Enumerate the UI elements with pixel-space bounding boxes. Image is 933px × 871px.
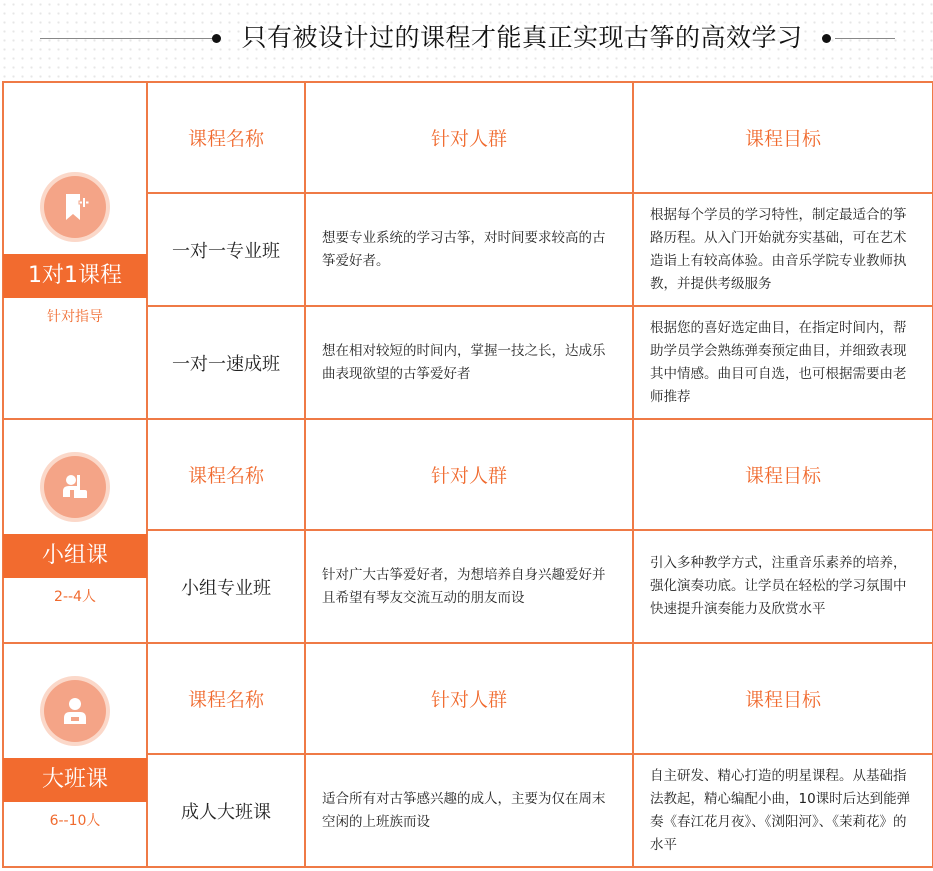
section-header-row <box>3 82 933 193</box>
column-header-goal: 课程目标 <box>633 643 933 754</box>
category-label: 1对1课程 <box>3 254 147 298</box>
category-cell-large-class <box>3 643 147 867</box>
section-header-row <box>3 643 933 754</box>
course-audience: 想要专业系统的学习古筝，对时间要求较高的古筝爱好者。 <box>305 193 633 306</box>
category-label: 小组课 <box>3 534 147 578</box>
course-audience: 想在相对较短的时间内，掌握一技之长，达成乐曲表现欲望的古筝爱好者 <box>305 306 633 419</box>
column-header-name: 课程名称 <box>147 419 305 530</box>
column-header-goal: 课程目标 <box>633 419 933 530</box>
column-header-name: 课程名称 <box>147 82 305 193</box>
column-header-audience: 针对人群 <box>305 82 633 193</box>
category-label: 大班课 <box>3 758 147 802</box>
course-goal: 根据每个学员的学习特性，制定最适合的筝路历程。从入门开始就夯实基础，可在艺术造诣上有较高体验。由音乐学院专业教师执教，并提供考级服务 <box>633 193 933 306</box>
category-subtitle: 6--10人 <box>49 813 101 829</box>
course-name: 一对一速成班 <box>147 306 305 419</box>
bookmark-plus-icon <box>44 176 106 238</box>
header-divider-left <box>40 38 215 39</box>
course-table <box>2 81 933 868</box>
header-banner <box>0 0 933 80</box>
course-audience: 针对广大古筝爱好者，为想培养自身兴趣爱好并且希望有琴友交流互动的朋友而设 <box>305 530 633 643</box>
category-cell-1on1 <box>3 82 147 419</box>
course-goal: 引入多种教学方式，注重音乐素养的培养，强化演奏功底。让学员在轻松的学习氛围中快速提升演奏能力及欣赏水平 <box>633 530 933 643</box>
group-icon <box>44 456 106 518</box>
header-divider-right <box>835 38 895 39</box>
column-header-name: 课程名称 <box>147 643 305 754</box>
category-cell-group <box>3 419 147 643</box>
header-dot-right <box>822 34 831 43</box>
page-title: 只有被设计过的课程才能真正实现古筝的高效学习 <box>241 23 803 52</box>
column-header-audience: 针对人群 <box>305 419 633 530</box>
course-name: 小组专业班 <box>147 530 305 643</box>
course-name: 一对一专业班 <box>147 193 305 306</box>
header-dot-left <box>212 34 221 43</box>
course-audience: 适合所有对古筝感兴趣的成人，主要为仅在周末空闲的上班族而设 <box>305 754 633 867</box>
category-subtitle: 针对指导 <box>47 308 103 325</box>
column-header-audience: 针对人群 <box>305 643 633 754</box>
section-header-row <box>3 419 933 530</box>
person-icon <box>44 680 106 742</box>
column-header-goal: 课程目标 <box>633 82 933 193</box>
course-goal: 自主研发、精心打造的明星课程。从基础指法教起，精心编配小曲，10课时后达到能弹奏《春江花月夜》、《浏阳河》、《茉莉花》的水平 <box>633 754 933 867</box>
course-goal: 根据您的喜好选定曲目，在指定时间内，帮助学员学会熟练弹奏预定曲目，并细致表现其中情感。曲目可自选，也可根据需要由老师推荐 <box>633 306 933 419</box>
course-name: 成人大班课 <box>147 754 305 867</box>
category-subtitle: 2--4人 <box>54 589 96 605</box>
